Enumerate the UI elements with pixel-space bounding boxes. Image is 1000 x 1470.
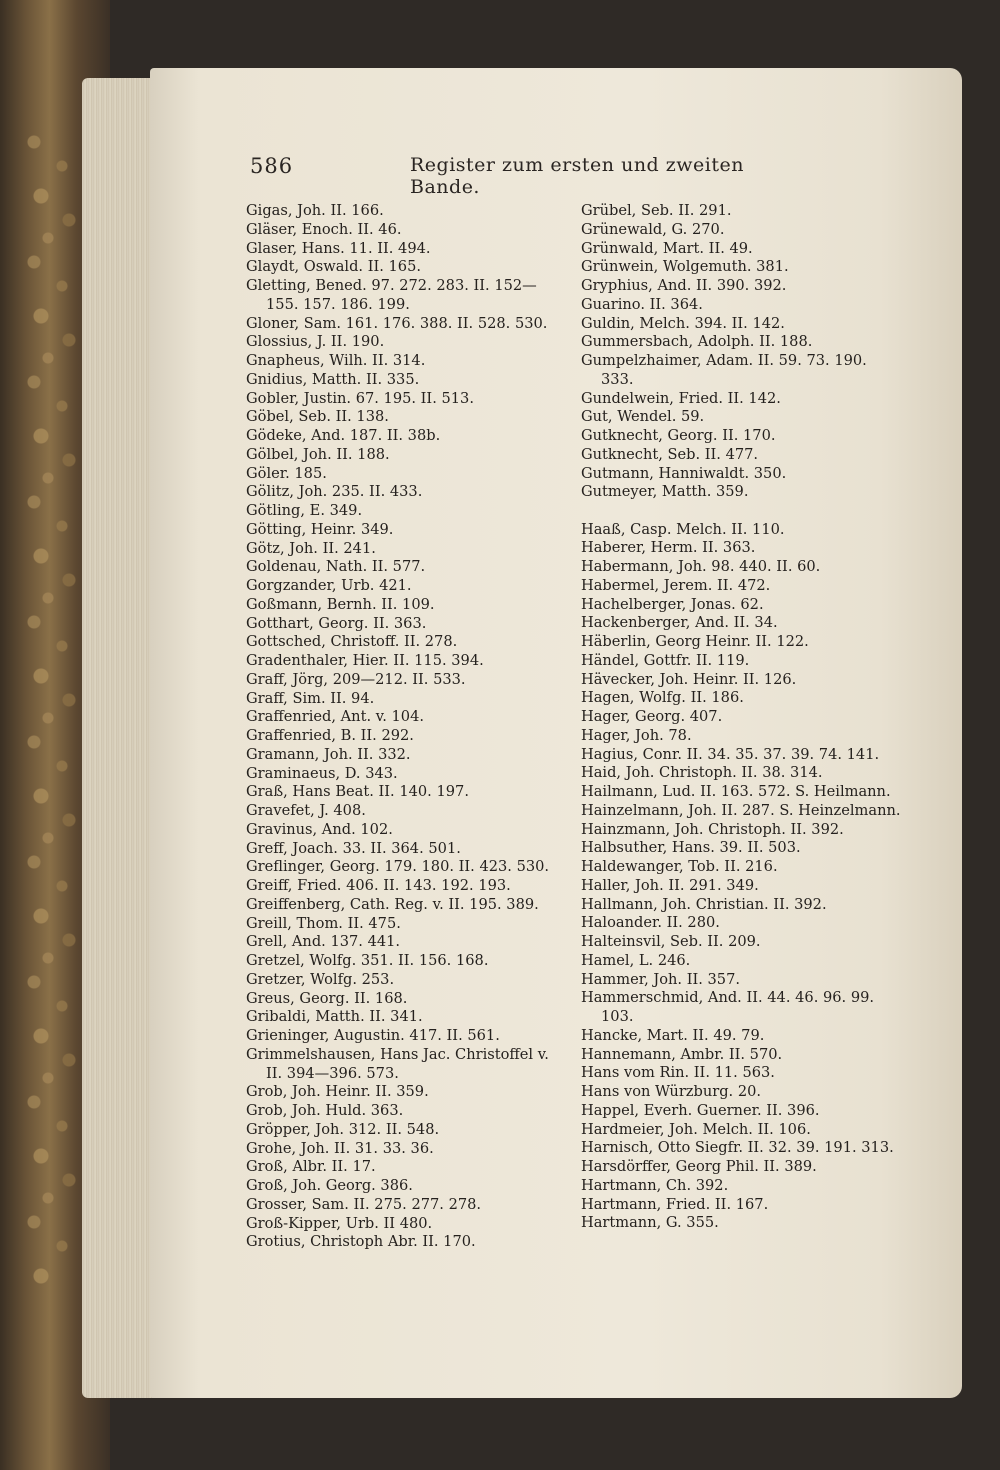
index-entry: Gretzer, Wolfg. 253. <box>246 970 395 988</box>
index-entry: Greff, Joach. 33. II. 364. 501. <box>246 839 461 857</box>
index-entry: Gummersbach, Adolph. II. 188. <box>581 333 813 351</box>
index-entry: Hartmann, Ch. 392. <box>581 1176 729 1194</box>
index-entry: Gribaldi, Matth. II. 341. <box>246 1008 423 1026</box>
index-entry: Greiff, Fried. 406. II. 143. 192. 193. <box>246 877 511 894</box>
right-column <box>581 202 901 1233</box>
index-entry: Graff, Sim. II. 94. <box>246 689 375 707</box>
index-entry: Grohe, Joh. II. 31. 33. 36. <box>246 1139 434 1157</box>
index-entry: Gölitz, Joh. 235. II. 433. <box>246 483 423 501</box>
index-entry: Graffenried, Ant. v. 104. <box>246 708 425 726</box>
index-entry: Gretzel, Wolfg. 351. II. 156. 168. <box>246 952 489 969</box>
index-entry: Haloander. II. 280. <box>581 914 720 932</box>
index-entry: Groß, Joh. Georg. 386. <box>246 1177 413 1194</box>
index-entry: Glaser, Hans. 11. II. 494. <box>246 239 431 257</box>
index-entry: Harsdörffer, Georg Phil. II. 389. <box>581 1158 817 1175</box>
index-entry: Hammerschmid, And. II. 44. 46. 96. 99. 103. <box>581 989 875 1025</box>
index-entry: Greill, Thom. II. 475. <box>246 914 401 932</box>
index-entry: Guldin, Melch. 394. II. 142. <box>581 314 785 332</box>
index-entry: Hartmann, G. 355. <box>581 1214 719 1232</box>
index-entry: Gnapheus, Wilh. II. 314. <box>246 352 426 369</box>
index-entry: Harnisch, Otto Siegfr. II. 32. 39. 191. 313. <box>581 1139 894 1157</box>
index-entry: Hävecker, Joh. Heinr. II. 126. <box>581 670 797 688</box>
index-entry: Grotius, Christoph Abr. II. 170. <box>246 1233 476 1251</box>
index-entry: Graff, Jörg, 209—212. II. 533. <box>246 670 466 688</box>
index-entry: Hainzelmann, Joh. II. 287. S. Heinzelmann. <box>581 801 901 819</box>
index-entry: Hagen, Wolfg. II. 186. <box>581 689 744 707</box>
index-entry: Hailmann, Lud. II. 163. 572. S. Heilmann. <box>581 783 891 800</box>
cover-marbling <box>20 130 90 1290</box>
index-entry: Grünwein, Wolgemuth. 381. <box>581 258 789 276</box>
index-entry: Gröpper, Joh. 312. II. 548. <box>246 1120 440 1138</box>
index-entry: Greiffenberg, Cath. Reg. v. II. 195. 389. <box>246 895 539 913</box>
index-entry: Haid, Joh. Christoph. II. 38. 314. <box>581 764 823 782</box>
index-entry: Gotthart, Georg. II. 363. <box>246 614 427 632</box>
index-entry: Gumpelzhaimer, Adam. II. 59. 73. 190. 333. <box>581 352 867 388</box>
index-entry: Hancke, Mart. II. 49. 79. <box>581 1026 765 1044</box>
index-entry: Goldenau, Nath. II. 577. <box>246 558 426 576</box>
index-entry: Gottsched, Christoff. II. 278. <box>246 633 458 651</box>
index-entry: Gobler, Justin. 67. 195. II. 513. <box>246 389 474 407</box>
index-entry: Götz, Joh. II. 241. <box>246 539 376 557</box>
index-entry: Hager, Georg. 407. <box>581 708 723 725</box>
index-entry: Graß, Hans Beat. II. 140. 197. <box>246 783 469 801</box>
index-entry: Haberer, Herm. II. 363. <box>581 539 756 557</box>
index-entry: Graminaeus, D. 343. <box>246 764 398 782</box>
index-entry: Gigas, Joh. II. 166. <box>246 202 384 219</box>
index-entry: Götling, E. 349. <box>246 502 363 519</box>
index-entry: Hartmann, Fried. II. 167. <box>581 1195 769 1213</box>
index-entry: Gramann, Joh. II. 332. <box>246 745 411 763</box>
index-entry: Gloner, Sam. 161. 176. 388. II. 528. 530. <box>246 314 548 332</box>
index-entry: Göbel, Seb. II. 138. <box>246 408 389 426</box>
index-entry: Hachelberger, Jonas. 62. <box>581 595 764 613</box>
index-entry: Grieninger, Augustin. 417. II. 561. <box>246 1027 500 1044</box>
index-entry: Hannemann, Ambr. II. 570. <box>581 1045 783 1063</box>
index-entry: Grob, Joh. Heinr. II. 359. <box>246 1083 429 1101</box>
index-entry: Gryphius, And. II. 390. 392. <box>581 277 787 294</box>
index-entry: Guarino. II. 364. <box>581 295 703 313</box>
index-entry: Hamel, L. 246. <box>581 951 691 969</box>
index-entry: Götting, Heinr. 349. <box>246 520 394 538</box>
index-entry: Gradenthaler, Hier. II. 115. 394. <box>246 652 484 669</box>
index-entry: Grell, And. 137. 441. <box>246 933 401 951</box>
index-entry: Halbsuther, Hans. 39. II. 503. <box>581 839 801 857</box>
section-gap <box>581 502 901 521</box>
index-entry: Glossius, J. II. 190. <box>246 333 385 351</box>
left-column <box>246 202 566 1252</box>
index-entry: Grünewald, G. 270. <box>581 220 725 238</box>
index-entry: Händel, Gottfr. II. 119. <box>581 651 750 669</box>
index-entry: Graffenried, B. II. 292. <box>246 727 414 744</box>
index-entry: Göler. 185. <box>246 464 327 482</box>
section-g-continued <box>581 202 901 502</box>
section-h <box>581 521 901 1234</box>
index-entry: Grosser, Sam. II. 275. 277. 278. <box>246 1195 482 1213</box>
index-entry: Hallmann, Joh. Christian. II. 392. <box>581 895 827 913</box>
index-entry: Greflinger, Georg. 179. 180. II. 423. 530. <box>246 858 550 876</box>
index-entry: Grünwald, Mart. II. 49. <box>581 239 753 257</box>
index-entry: Halteinsvil, Seb. II. 209. <box>581 933 761 950</box>
index-entry: Gut, Wendel. 59. <box>581 408 705 426</box>
index-entry: Hager, Joh. 78. <box>581 726 692 744</box>
index-entry: Gutmann, Hanniwaldt. 350. <box>581 464 787 482</box>
index-entry: Happel, Everh. Guerner. II. 396. <box>581 1101 820 1119</box>
index-entry: Groß, Albr. II. 17. <box>246 1158 376 1176</box>
index-entry: Grob, Joh. Huld. 363. <box>246 1102 404 1119</box>
index-entry: Häberlin, Georg Heinr. II. 122. <box>581 633 809 650</box>
index-entry: Grimmelshausen, Hans Jac. Christoffel v. II. 394—396. 573. <box>246 1045 549 1082</box>
index-entry: Gravinus, And. 102. <box>246 820 393 838</box>
index-entry: Hans vom Rin. II. 11. 563. <box>581 1064 775 1082</box>
index-entry: Gutmeyer, Matth. 359. <box>581 483 749 501</box>
index-entry: Gundelwein, Fried. II. 142. <box>581 389 781 407</box>
index-entry: Hans von Würzburg. 20. <box>581 1083 762 1100</box>
page-header <box>250 150 750 198</box>
index-entry: Groß-Kipper, Urb. II 480. <box>246 1214 433 1232</box>
index-entry: Gödeke, And. 187. II. 38b. <box>246 427 441 444</box>
index-entry: Gläser, Enoch. II. 46. <box>246 220 402 238</box>
page-number: 586 <box>250 154 294 178</box>
running-title: Register zum ersten und zweiten Bande. <box>410 154 744 198</box>
index-entry: Hackenberger, And. II. 34. <box>581 614 778 632</box>
index-entry: Hagius, Conr. II. 34. 35. 37. 39. 74. 141. <box>581 745 880 763</box>
index-entry: Glaydt, Oswald. II. 165. <box>246 258 421 276</box>
index-entry: Goßmann, Bernh. II. 109. <box>246 595 435 613</box>
index-entry: Gölbel, Joh. II. 188. <box>246 445 390 463</box>
index-entry: Habermann, Joh. 98. 440. II. 60. <box>581 558 821 575</box>
index-entry: Habermel, Jerem. II. 472. <box>581 576 771 594</box>
index-entry: Gnidius, Matth. II. 335. <box>246 370 420 388</box>
index-entry: Gletting, Bened. 97. 272. 283. II. 152—155. 157. 186. 199. <box>246 277 537 313</box>
index-entry: Haaß, Casp. Melch. II. 110. <box>581 520 785 538</box>
index-entry: Hammer, Joh. II. 357. <box>581 970 741 988</box>
index-entry: Hardmeier, Joh. Melch. II. 106. <box>581 1120 811 1138</box>
index-entry: Grübel, Seb. II. 291. <box>581 202 732 219</box>
index-entry: Gorgzander, Urb. 421. <box>246 577 412 594</box>
index-entry: Haldewanger, Tob. II. 216. <box>581 858 778 875</box>
index-entry: Gutknecht, Seb. II. 477. <box>581 445 759 463</box>
index-entry: Gravefet, J. 408. <box>246 802 366 819</box>
index-entry: Greus, Georg. II. 168. <box>246 989 408 1007</box>
index-entry: Gutknecht, Georg. II. 170. <box>581 427 776 444</box>
index-entry: Haller, Joh. II. 291. 349. <box>581 876 759 894</box>
index-entry: Hainzmann, Joh. Christoph. II. 392. <box>581 820 844 838</box>
